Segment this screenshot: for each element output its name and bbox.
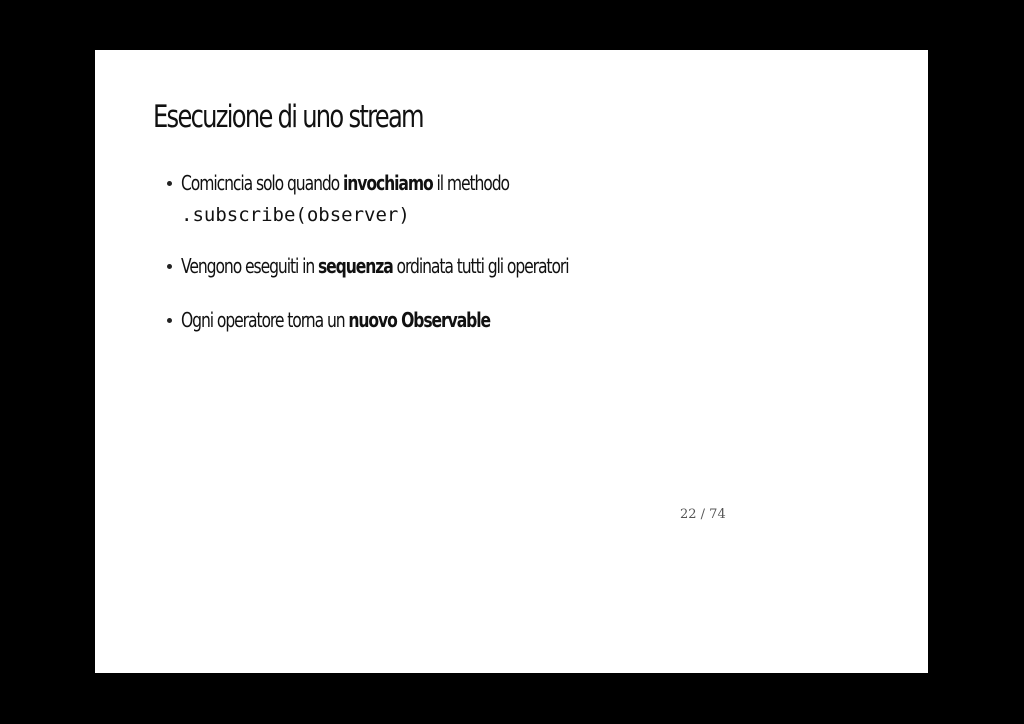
- bullet-text-plain: Ogni operatore torna un: [181, 308, 349, 332]
- bullet-dot-icon: [167, 318, 172, 323]
- bullet-text-plain: Vengono eseguiti in: [181, 254, 318, 278]
- bullet-text: [181, 170, 509, 196]
- bullet-text-plain: ordinata tutti gli operatori: [392, 254, 569, 278]
- bullet-text-plain: il methodo: [432, 171, 509, 195]
- bullet-dot-icon: [167, 264, 172, 269]
- bullet-text: [181, 307, 490, 333]
- bullet-text-bold: sequenza: [317, 254, 393, 278]
- bullet-text-bold: nuovo Observable: [348, 308, 490, 332]
- bullet-text: [181, 253, 568, 279]
- bullet-text-bold: invochiamo: [342, 171, 433, 195]
- slide-title: Esecuzione di uno stream: [153, 99, 423, 135]
- code-snippet: .subscribe(observer): [181, 204, 410, 226]
- slide: [95, 50, 928, 673]
- page-number: 22 / 74: [680, 507, 726, 522]
- bullet-dot-icon: [167, 181, 172, 186]
- bullet-text-plain: Comicncia solo quando: [181, 171, 343, 195]
